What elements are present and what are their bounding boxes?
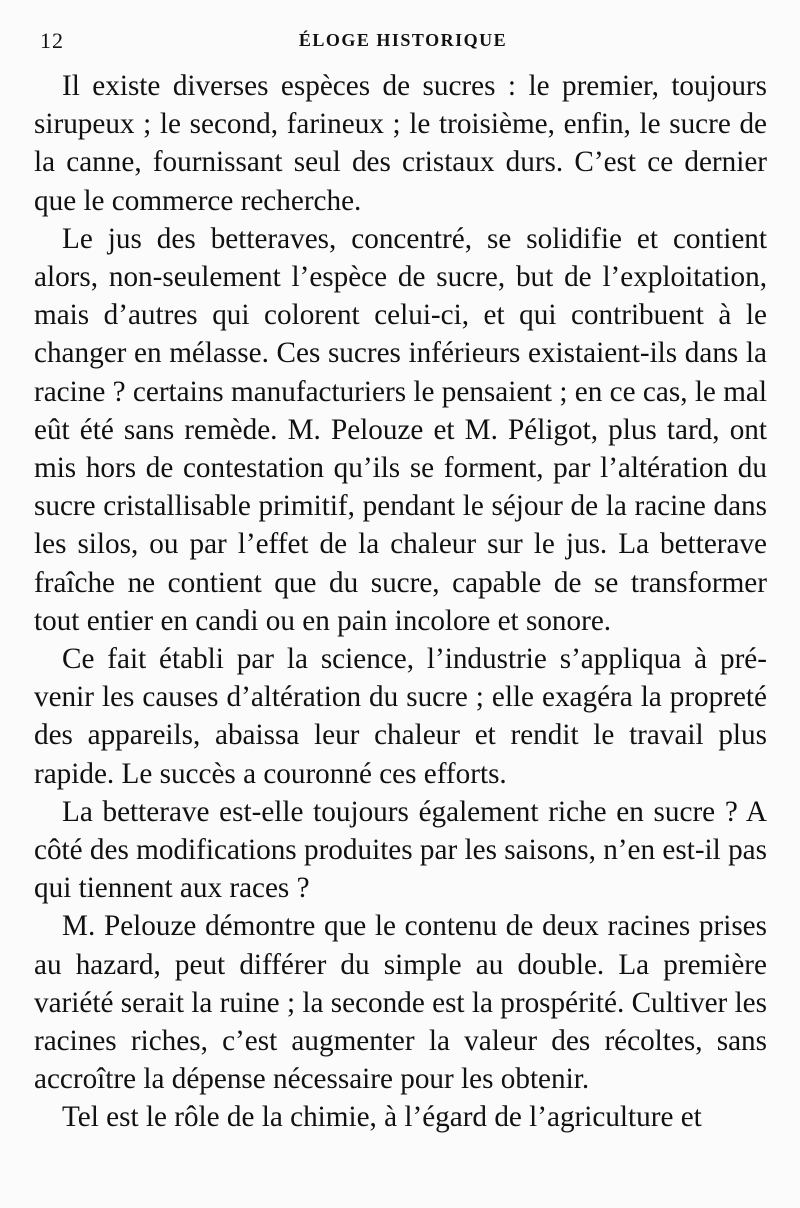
paragraph: La betterave est-elle toujours également riche en sucre ? A côté des modifications produites par les saisons, n’en est-il pas qui tiennent aux races ? xyxy=(34,795,767,905)
page-number: 12 xyxy=(40,28,64,53)
paragraph: Le jus des betteraves, concentré, se solidifie et contient alors, non-seulement l’espèce de sucre, but de l’exploitation, mais d’autres qui colorent celui-ci, et qui contribuent à le changer en mélasse. Ces sucres inférieurs existaient-ils dans la racine ? certains manufacturiers le pensaient ; en ce cas, le mal eût été sans remède. M. Pelouze et M. Péligot, plus tard, ont mis hors de contestation qu’ils se forment, par l’altération du sucre cristallisable primitif, pendant le séjour de la racine dans les silos, ou par l’effet de la chaleur sur le jus. La betterave fraîche ne contient que du sucre, capable de se transformer tout entier en candi ou en pain incolore et sonore. xyxy=(34,222,767,637)
paragraph: Tel est le rôle de la chimie, à l’égard de l’agriculture et xyxy=(62,1101,702,1134)
paragraph: M. Pelouze démontre que le contenu de deux racines prises au hazard, peut différer du simple au double. La première variété serait la ruine ; la seconde est la prospérité. Cultiver les racines riches, c’est augmenter la valeur des récoltes, sans accroître la dépense nécessaire pour les obtenir. xyxy=(34,910,767,1096)
body-text xyxy=(34,67,767,1137)
paragraph: Ce fait établi par la science, l’industrie s’appliqua à prévenir les causes d’altération du sucre ; elle exagéra la propreté des appareils, abaissa leur chaleur et rendit le travail plus rapide. Le succès a couronné ces efforts. xyxy=(34,643,767,790)
paragraph: Il existe diverses espèces de sucres : le premier, toujours sirupeux ; le second, farineux ; le troisième, enfin, le sucre de la canne, fournissant seul des cristaux durs. C’est ce dernier que le commerce recherche. xyxy=(34,70,767,217)
running-header xyxy=(40,26,766,60)
running-title: ÉLOGE HISTORIQUE xyxy=(298,30,508,50)
